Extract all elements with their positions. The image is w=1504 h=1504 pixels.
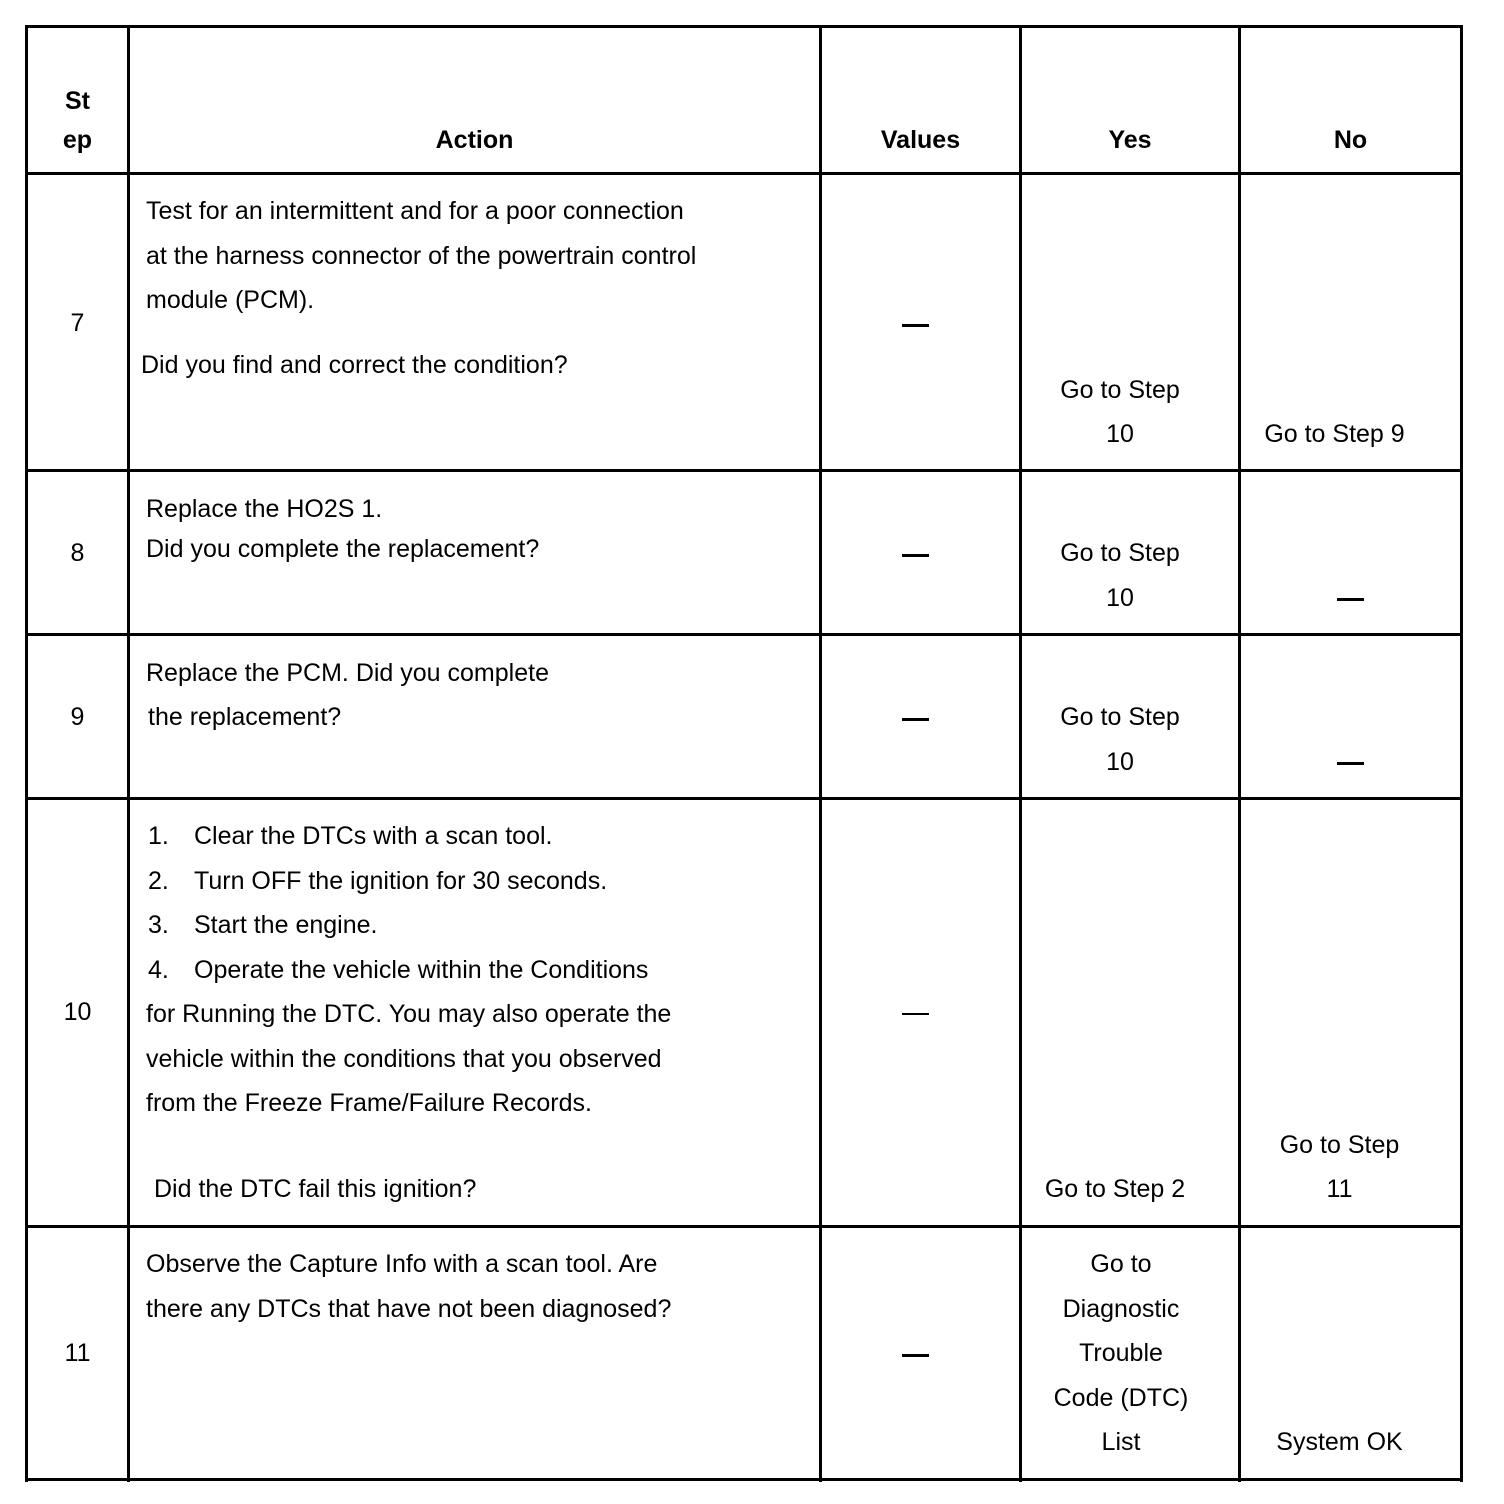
action-text: there any DTCs that have not been diagnosed? [146,1295,672,1323]
yes-target: Go to [1090,1250,1152,1278]
yes-target: Go to Step [1060,703,1180,731]
value-dash [902,1354,929,1357]
table-border-bottom [25,1478,1463,1481]
header-no: No [1333,126,1368,154]
action-text: Replace the HO2S 1. [146,495,383,523]
step-number: 10 [63,998,92,1026]
action-text: Test for an intermittent and for a poor connection [146,197,684,225]
action-text: Observe the Capture Info with a scan tool. Are [146,1250,658,1278]
row-divider [25,469,1463,472]
step-number: 11 [64,1339,91,1367]
value-dash [902,324,929,327]
header-yes: Yes [1108,126,1152,154]
row-divider [25,172,1463,175]
list-step: Clear the DTCs with a scan tool. [194,822,553,850]
column-divider [127,25,130,1482]
yes-target: Diagnostic [1062,1295,1180,1323]
no-target-dash [1337,762,1364,765]
yes-target: Code (DTC) [1053,1384,1189,1412]
yes-target: 10 [1106,584,1134,612]
no-target: Go to Step 9 [1264,420,1405,448]
yes-target: 10 [1106,748,1134,776]
step-number: 9 [70,703,85,731]
action-text: at the harness connector of the powertrain control [146,242,697,270]
value-dash [902,1013,929,1015]
header-step-line2: ep [62,126,93,154]
yes-target: Trouble [1079,1339,1163,1367]
yes-target: 10 [1106,420,1134,448]
table-border-left [25,25,28,1482]
row-divider [25,797,1463,800]
step-number: 8 [70,539,85,567]
no-target-dash [1337,598,1364,601]
list-step: Turn OFF the ignition for 30 seconds. [194,867,608,895]
action-text: Replace the PCM. Did you complete [146,659,549,687]
list-step: Operate the vehicle within the Conditions [194,956,649,984]
header-action: Action [435,126,514,154]
step-number: 7 [70,309,85,337]
row-divider [25,633,1463,636]
value-dash [902,554,929,557]
yes-target: List [1101,1428,1141,1456]
no-target: 11 [1326,1175,1353,1203]
column-divider [819,25,822,1482]
table-border-right [1460,25,1463,1482]
table-border-top [25,25,1463,28]
action-text: Did you complete the replacement? [146,535,540,563]
yes-target: Go to Step [1060,539,1180,567]
row-divider [25,1225,1463,1228]
action-text: for Running the DTC. You may also operate the [146,1000,672,1028]
header-step-line1: St [65,87,90,115]
diagnostic-table [25,25,1463,1482]
action-text: the replacement? [148,703,342,731]
list-number: 1. [148,822,169,850]
list-number: 3. [148,911,169,939]
yes-target: Go to Step 2 [1044,1175,1186,1203]
header-values: Values [880,126,961,154]
yes-target: Go to Step [1060,376,1180,404]
list-step: Start the engine. [194,911,378,939]
no-target: Go to Step [1279,1131,1400,1159]
no-target: System OK [1276,1428,1403,1456]
list-number: 2. [148,867,169,895]
list-number: 4. [148,956,169,984]
value-dash [902,718,929,721]
action-question: Did the DTC fail this ignition? [154,1175,477,1203]
action-question: Did you find and correct the condition? [141,351,568,379]
action-text: vehicle within the conditions that you observed [146,1045,662,1073]
action-text: from the Freeze Frame/Failure Records. [146,1089,592,1117]
action-text: module (PCM). [146,286,315,314]
